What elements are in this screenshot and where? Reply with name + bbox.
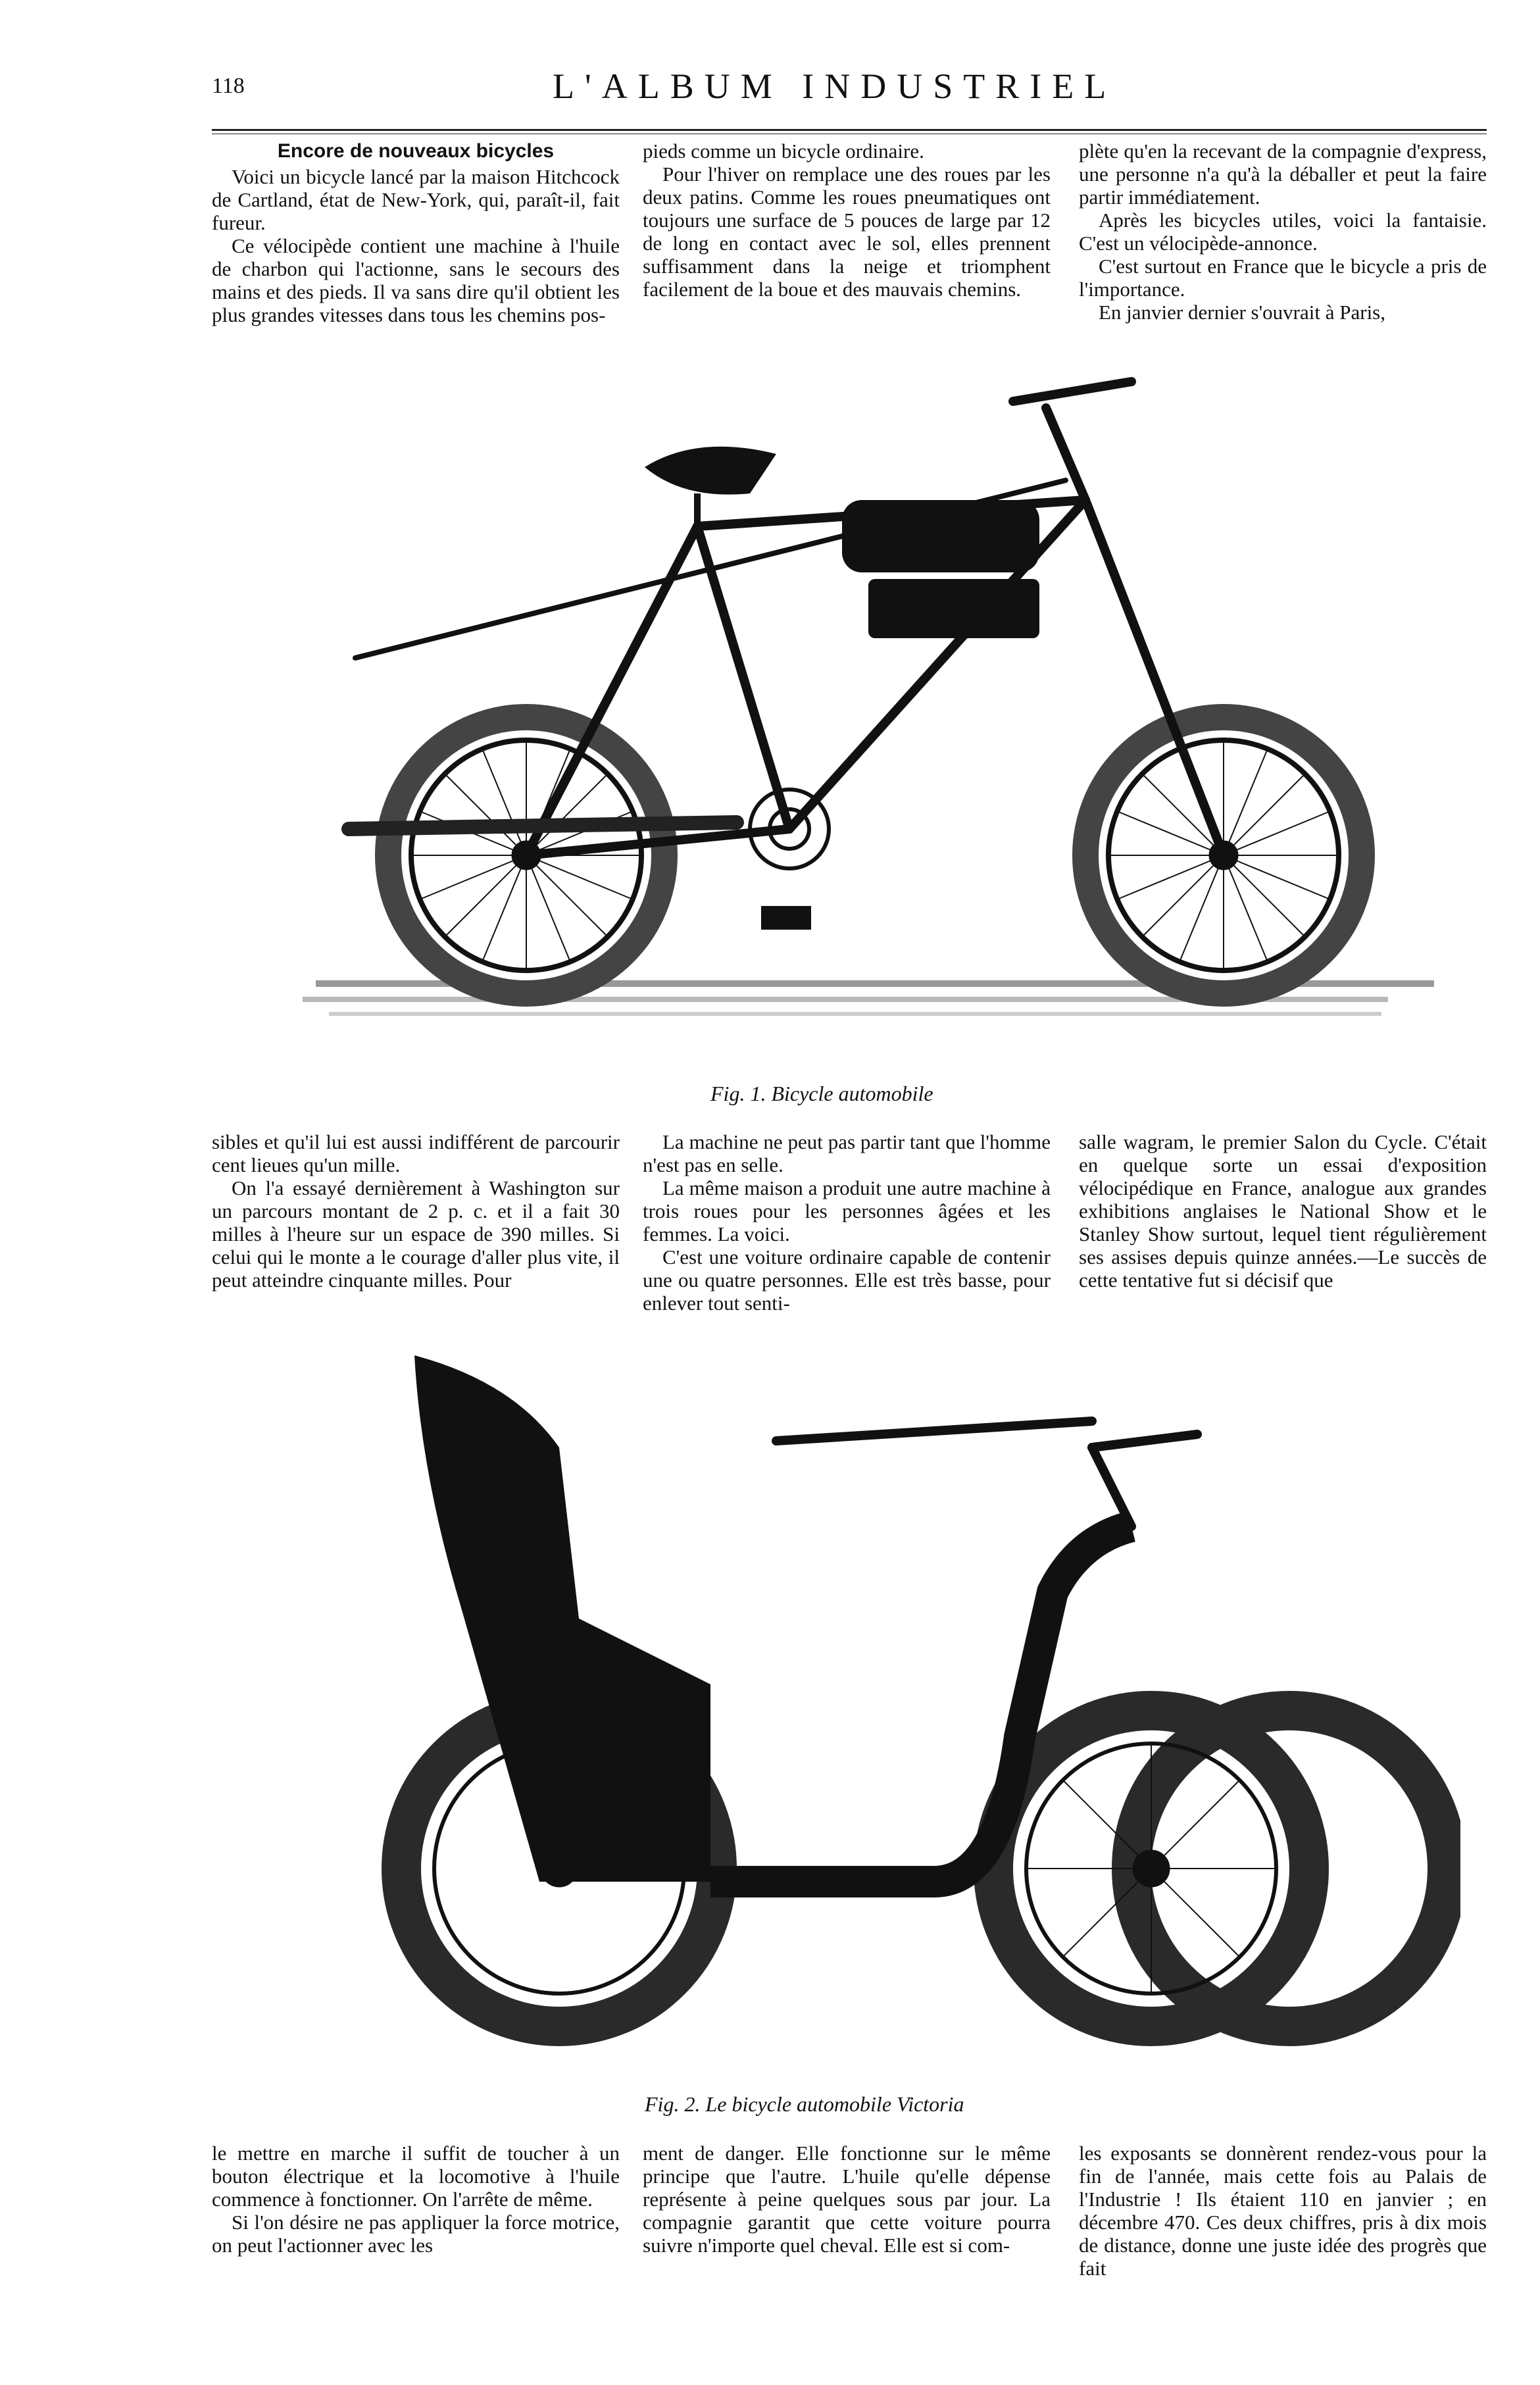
paragraph: pieds comme un bicycle ordinaire. [643,139,924,163]
section-title: Encore de nouveaux bicycles [277,140,555,162]
paragraph: Ce vélocipède contient une machine à l'huile de charbon qui l'actionne, sans le secours des mains et des pieds. Il va sans dire qu'il obtient les plus grandes vitesses dans tous les chemins pos- [212,234,620,326]
header-rule [212,129,1487,131]
chainring [750,790,829,928]
paragraph: le mettre en marche il suffit de toucher à un bouton électrique et la locomotive à l'huile commence à fonctionner. On l'arrête de même. [212,2142,620,2211]
paragraph: salle wagram, le premier Salon du Cycle. C'était en quelque sorte un essai d'exposition vélocipédique en France, analogue aux grandes exhibitions anglaises le National Show et le Stanley Show surtout, lequel tient régulièrement ses assises depuis quinze années.—Le succès de cette tentative fut si décisif que [1079,1130,1487,1292]
paragraph: La machine ne peut pas partir tant que l'homme n'est pas en selle. [643,1130,1051,1176]
paragraph: ment de danger. Elle fonctionne sur le même principe que l'autre. L'huile qu'elle dépense représente à peine quelques sous par jour. La compagnie garantit que cette voiture pourra suivre n'importe quel cheval. Elle est si com- [643,2142,1051,2257]
section1-col1 [212,139,620,326]
paragraph: Si l'on désire ne pas appliquer la force motrice, on peut l'actionner avec les [212,2211,620,2257]
figure2-caption: Fig. 2. Le bicycle automobile Victoria [645,2092,964,2116]
paragraph: C'est une voiture ordinaire capable de contenir une ou quatre personnes. Elle est très basse, pour enlever tout senti- [643,1245,1051,1315]
handlebar [776,1421,1197,1526]
section3-col1 [212,2142,620,2257]
paragraph: sibles et qu'il lui est aussi indifférent de parcourir cent lieues qu'un mille. [212,1130,620,1176]
running-title: L'ALBUM INDUSTRIEL [553,66,1117,106]
seat-body [414,1355,710,1882]
figure1-bicycle-illustration [276,368,1460,1079]
section3-col3 [1079,2142,1487,2280]
paragraph: La même maison a produit une autre machine à trois roues pour les personnes âgées et les femmes. La voici. [643,1176,1051,1245]
chassis [710,1526,1131,1882]
section1-col2 [643,139,1051,301]
paragraph: C'est surtout en France que le bicycle a pris de l'importance. [1079,255,1487,301]
section2-col1 [212,1130,620,1292]
page-number: 118 [212,74,245,98]
paragraph: les exposants se donnèrent rendez-vous pour la fin de l'année, mais cette fois au Palais de l'Industrie ! Ils étaient 110 en janvier ; en décembre 470. Ces deux chiffres, pris à dix mois de distance, donne une juste idée des progrès que fait [1079,2142,1487,2280]
section2-col3 [1079,1130,1487,1292]
section2-col2 [643,1130,1051,1315]
section1-col3 [1079,139,1487,324]
section3-col2 [643,2142,1051,2257]
figure2-tricycle-illustration [342,1342,1460,2079]
paragraph: plète qu'en la recevant de la compagnie d'express, une personne n'a qu'à la déballer et peut la faire partir immédiatement. [1079,139,1487,209]
paragraph: Après les bicycles utiles, voici la fantaisie. C'est un vélocipède-annonce. [1079,209,1487,255]
paragraph: Voici un bicycle lancé par la maison Hitchcock de Cartland, état de New-York, qui, paraît-il, fait fureur. [212,165,620,234]
paragraph: En janvier dernier s'ouvrait à Paris, [1099,301,1385,324]
engine-tank [842,500,1039,638]
saddle [645,447,776,495]
paragraph: On l'a essayé dernièrement à Washington sur un parcours montant de 2 p. c. et il a fait 30 milles à l'heure sur un espace de 390 milles. Si celui qui le monte a le courage d'aller plus vite, il peut atteindre cinquante milles. Pour [212,1176,620,1292]
paragraph: Pour l'hiver on remplace une des roues par les deux patins. Comme les roues pneumatiques ont toujours une surface de 5 pouces de large par 12 de long en contact avec le sol, elles prennent suffisamment dans la neige et triomphent facilement de la boue et des mauvais chemins. [643,163,1051,301]
figure1-caption: Fig. 1. Bicycle automobile [710,1082,933,1105]
front-wheel [993,1711,1309,2026]
